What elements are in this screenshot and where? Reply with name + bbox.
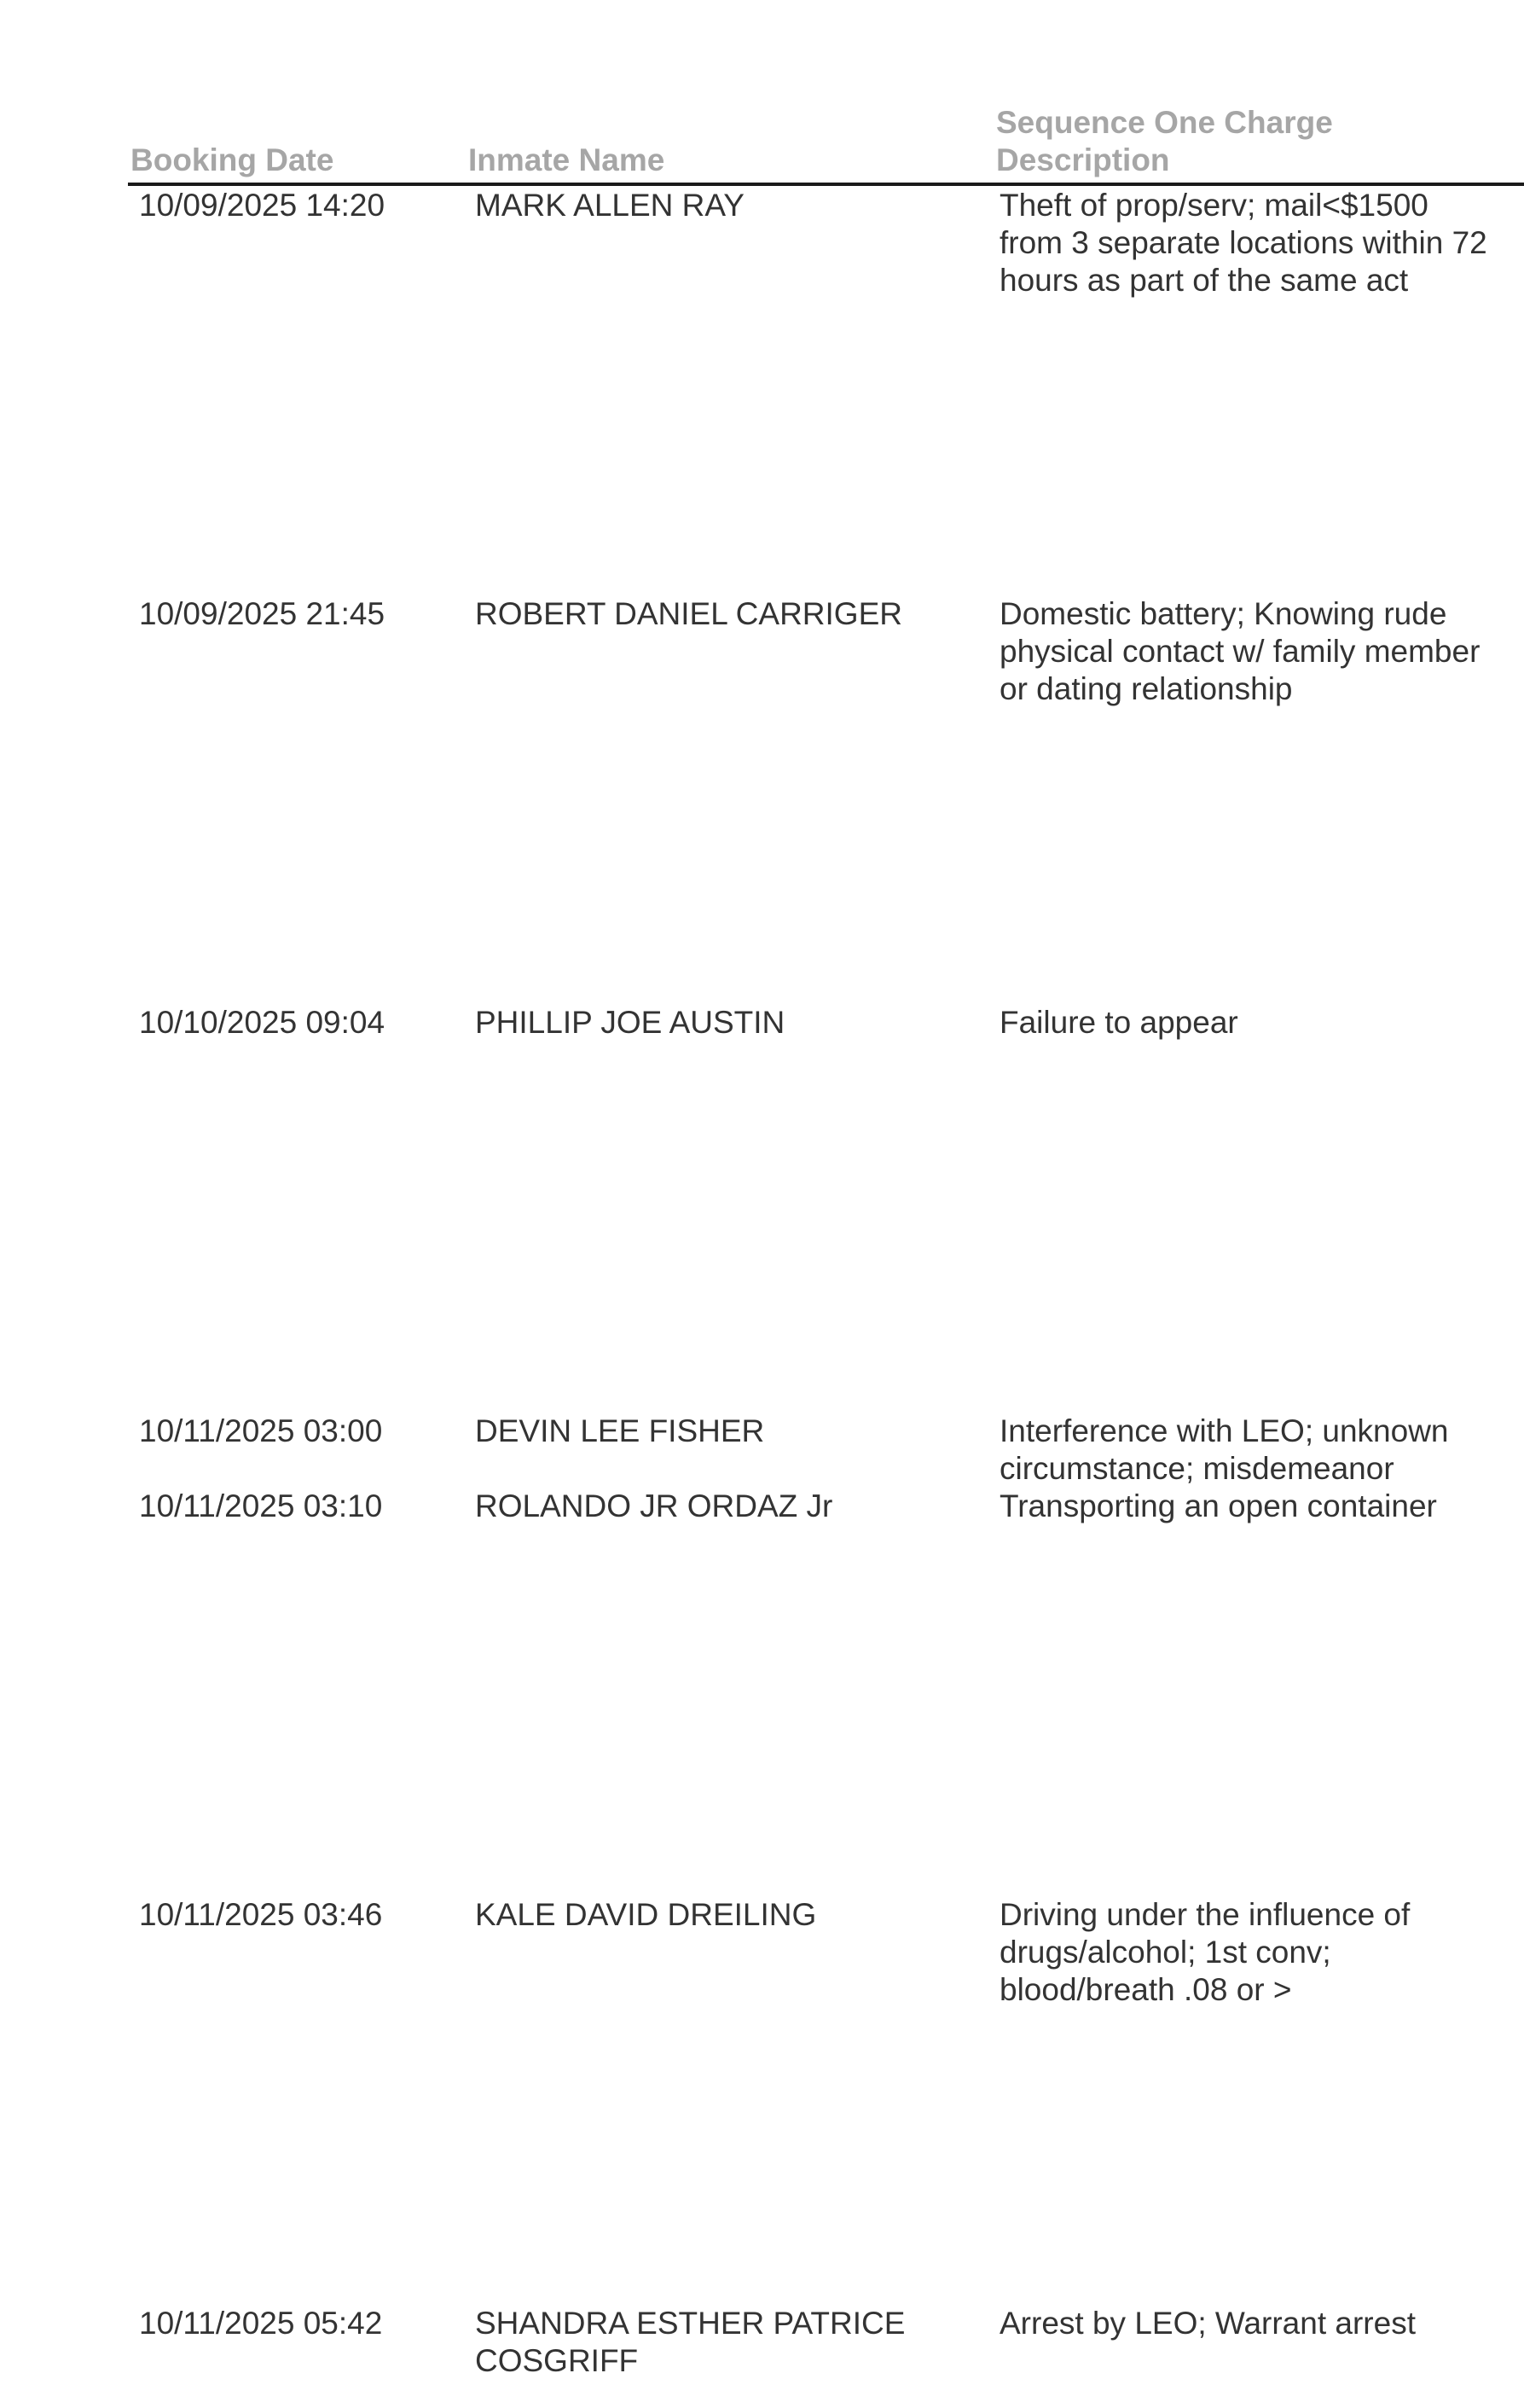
inmate-name-cell	[475, 1413, 953, 1450]
booking-date-cell: 10/11/2025 05:42	[139, 2306, 383, 2341]
inmate-name-line: ROLANDO JR ORDAZ Jr	[475, 1488, 833, 1523]
booking-date-cell: 10/09/2025 14:20	[139, 188, 385, 223]
charge-description-cell	[1000, 595, 1511, 708]
inmate-name-line: ROBERT DANIEL CARRIGER	[475, 596, 902, 631]
inmate-name-line: DEVIN LEE FISHER	[475, 1413, 765, 1448]
charge-description-line: drugs/alcohol; 1st conv;	[1000, 1935, 1331, 1970]
booking-date-cell: 10/11/2025 03:00	[139, 1413, 383, 1448]
charge-description-line: blood/breath .08 or >	[1000, 1972, 1292, 2007]
inmate-name-line: KALE DAVID DREILING	[475, 1897, 817, 1932]
charge-description-line: Theft of prop/serv; mail<$1500	[1000, 188, 1428, 223]
charge-description-line: Interference with LEO; unknown	[1000, 1413, 1449, 1448]
booking-date-cell: 10/11/2025 03:46	[139, 1897, 383, 1932]
charge-description-line: Domestic battery; Knowing rude	[1000, 596, 1447, 631]
charge-description-line: circumstance; misdemeanor	[1000, 1451, 1394, 1486]
inmate-name-line: PHILLIP JOE AUSTIN	[475, 1005, 785, 1040]
header-booking-date: Booking Date	[130, 142, 334, 177]
inmate-name-line: COSGRIFF	[475, 2343, 639, 2378]
inmate-name-cell	[475, 1004, 953, 1042]
inmate-name-cell	[475, 1488, 953, 1525]
header-inmate-name: Inmate Name	[468, 142, 665, 177]
inmate-name-cell	[475, 2305, 953, 2380]
charge-description-cell	[1000, 2305, 1511, 2342]
booking-date-cell: 10/11/2025 03:10	[139, 1488, 383, 1523]
booking-date-cell: 10/10/2025 09:04	[139, 1005, 385, 1040]
booking-date-cell: 10/09/2025 21:45	[139, 596, 385, 631]
charge-description-line: Transporting an open container	[1000, 1488, 1437, 1523]
inmate-name-line: MARK ALLEN RAY	[475, 188, 745, 223]
charge-description-cell	[1000, 187, 1511, 299]
inmate-name-cell	[475, 1896, 953, 1934]
inmate-name-line: SHANDRA ESTHER PATRICE	[475, 2306, 906, 2341]
charge-description-cell	[1000, 1896, 1511, 2009]
charge-description-cell	[1000, 1488, 1511, 1525]
charge-description-line: Failure to appear	[1000, 1005, 1238, 1040]
header-charge-line-2: Description	[996, 142, 1170, 177]
charge-description-line: Driving under the influence of	[1000, 1897, 1411, 1932]
header-charge-line-1: Sequence One Charge	[996, 105, 1333, 140]
charge-description-line: hours as part of the same act	[1000, 263, 1409, 298]
charge-description-cell	[1000, 1413, 1511, 1488]
inmate-name-cell	[475, 187, 953, 224]
charge-description-line: or dating relationship	[1000, 671, 1293, 706]
charge-description-line: physical contact w/ family member	[1000, 634, 1481, 669]
inmate-name-cell	[475, 595, 953, 633]
charge-description-line: Arrest by LEO; Warrant arrest	[1000, 2306, 1416, 2341]
charge-description-cell	[1000, 1004, 1511, 1042]
charge-description-line: from 3 separate locations within 72	[1000, 225, 1487, 260]
